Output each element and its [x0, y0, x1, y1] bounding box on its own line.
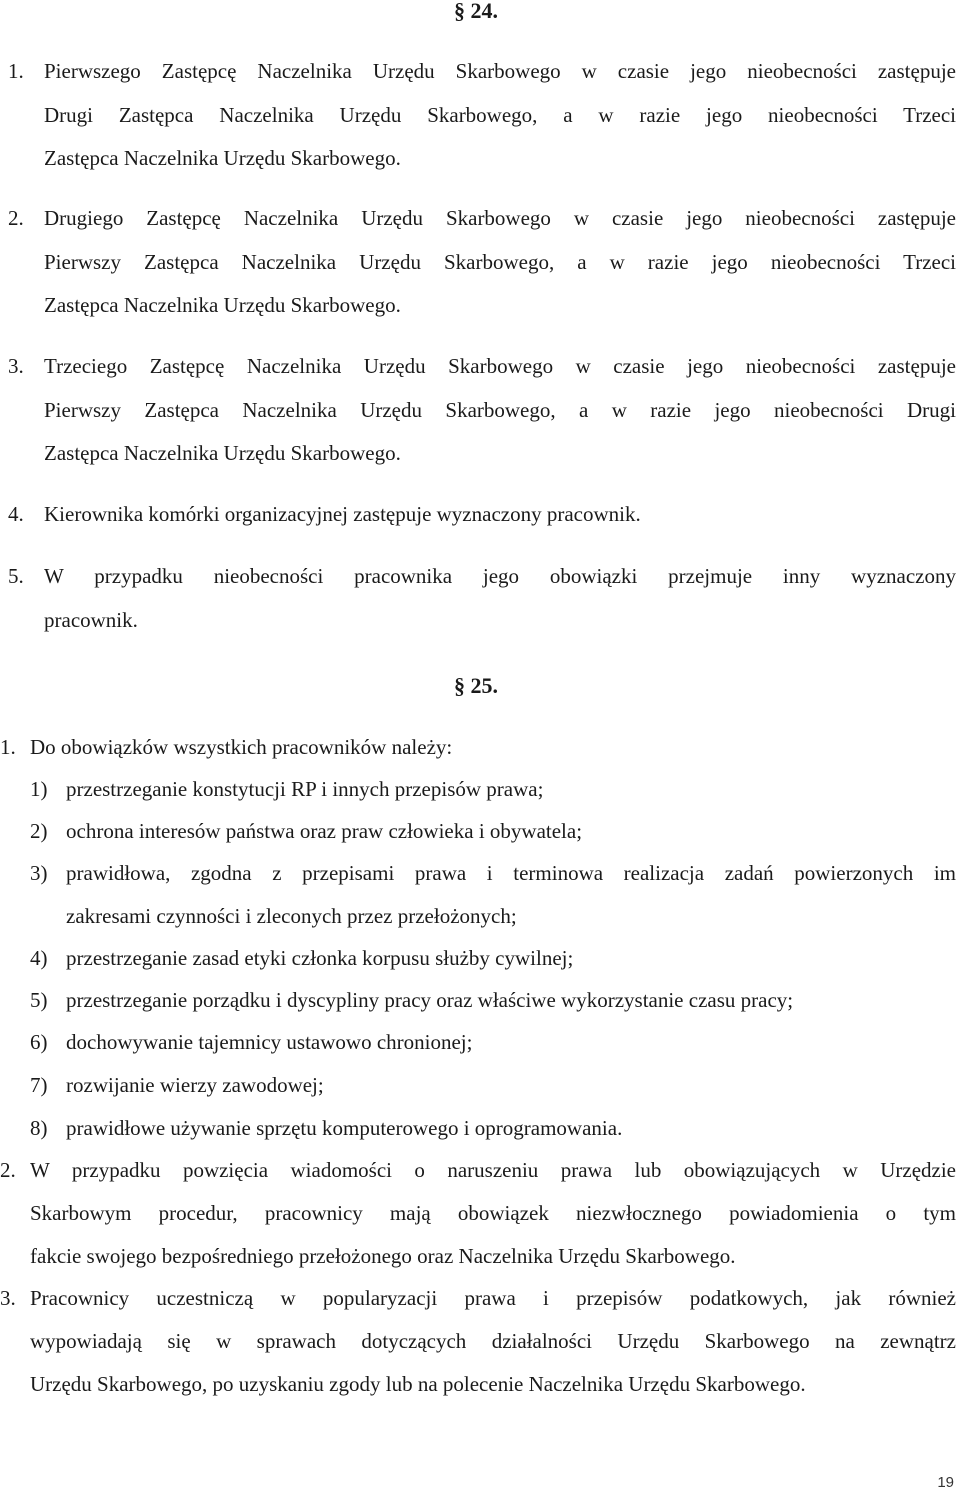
item-number: 2.: [8, 206, 24, 230]
item-line: Urzędu Skarbowego, po uzyskaniu zgody lub na polecenie Naczelnika Urzędu Skarbowego.: [30, 1372, 806, 1396]
subitem-number: 3): [30, 861, 48, 885]
subitem-number: 5): [30, 988, 48, 1012]
item-line: W przypadku powzięcia wiadomości o naruszeniu prawa lub obowiązujących w Urzędzie: [30, 1158, 956, 1182]
item-line: Trzeciego Zastępcę Naczelnika Urzędu Skarbowego w czasie jego nieobecności zastępuje: [44, 354, 956, 378]
item-line: fakcie swojego bezpośredniego przełożonego oraz Naczelnika Urzędu Skarbowego.: [30, 1244, 736, 1268]
subitem-line: przestrzeganie zasad etyki członka korpusu służby cywilnej;: [66, 946, 574, 970]
item-line: Zastępca Naczelnika Urzędu Skarbowego.: [44, 146, 401, 170]
item-line: Skarbowym procedur, pracownicy mają obowiązek niezwłocznego powiadomienia o tym: [30, 1201, 956, 1225]
subitem-number: 8): [30, 1116, 48, 1140]
subitem-number: 2): [30, 819, 48, 843]
page-number: 19: [937, 1474, 954, 1491]
subitem-number: 4): [30, 946, 48, 970]
item-number: 3.: [0, 1286, 16, 1310]
item-line: Zastępca Naczelnika Urzędu Skarbowego.: [44, 441, 401, 465]
item-line: Pierwszego Zastępcę Naczelnika Urzędu Skarbowego w czasie jego nieobecności zastępuje: [44, 59, 956, 83]
item-number: 2.: [0, 1158, 16, 1182]
item-number: 3.: [8, 354, 24, 378]
subitem-line: ochrona interesów państwa oraz praw człowieka i obywatela;: [66, 819, 583, 843]
item-line: W przypadku nieobecności pracownika jego obowiązki przejmuje inny wyznaczony: [44, 564, 956, 588]
item-line: Drugiego Zastępcę Naczelnika Urzędu Skarbowego w czasie jego nieobecności zastępuje: [44, 206, 956, 230]
item-number: 1.: [8, 59, 24, 83]
item-number: 1.: [0, 735, 16, 759]
item-intro: Do obowiązków wszystkich pracowników należy:: [30, 735, 453, 759]
item-line: Pierwszy Zastępca Naczelnika Urzędu Skarbowego, a w razie jego nieobecności Trzeci: [44, 250, 956, 274]
item-line: Drugi Zastępca Naczelnika Urzędu Skarbowego, a w razie jego nieobecności Trzeci: [44, 103, 956, 127]
subitem-line: prawidłowa, zgodna z przepisami prawa i terminowa realizacja zadań powierzonych im: [66, 861, 956, 885]
subitem-line: zakresami czynności i zleconych przez przełożonych;: [66, 904, 517, 928]
subitem-line: rozwijanie wierzy zawodowej;: [66, 1073, 324, 1097]
subitem-line: przestrzeganie porządku i dyscypliny pracy oraz właściwe wykorzystanie czasu pracy;: [66, 988, 794, 1012]
subitem-line: dochowywanie tajemnicy ustawowo chronionej;: [66, 1030, 473, 1054]
item-number: 5.: [8, 564, 24, 588]
item-line: Pracownicy uczestniczą w popularyzacji prawa i przepisów podatkowych, jak również: [30, 1286, 956, 1310]
item-line: Pierwszy Zastępca Naczelnika Urzędu Skarbowego, a w razie jego nieobecności Drugi: [44, 398, 956, 422]
item-line: wypowiadają się w sprawach dotyczących działalności Urzędu Skarbowego na zewnątrz: [30, 1329, 956, 1353]
item-number: 4.: [8, 502, 24, 526]
subitem-line: prawidłowe używanie sprzętu komputerowego i oprogramowania.: [66, 1116, 623, 1140]
subitem-number: 7): [30, 1073, 48, 1097]
section-25-heading: § 25.: [454, 673, 498, 698]
subitem-number: 6): [30, 1030, 48, 1054]
item-line: Kierownika komórki organizacyjnej zastępuje wyznaczony pracownik.: [44, 502, 641, 526]
subitem-number: 1): [30, 777, 48, 801]
section-24-heading: § 24.: [454, 0, 498, 23]
item-line: Zastępca Naczelnika Urzędu Skarbowego.: [44, 293, 401, 317]
item-line: pracownik.: [44, 608, 138, 632]
subitem-line: przestrzeganie konstytucji RP i innych przepisów prawa;: [66, 777, 544, 801]
